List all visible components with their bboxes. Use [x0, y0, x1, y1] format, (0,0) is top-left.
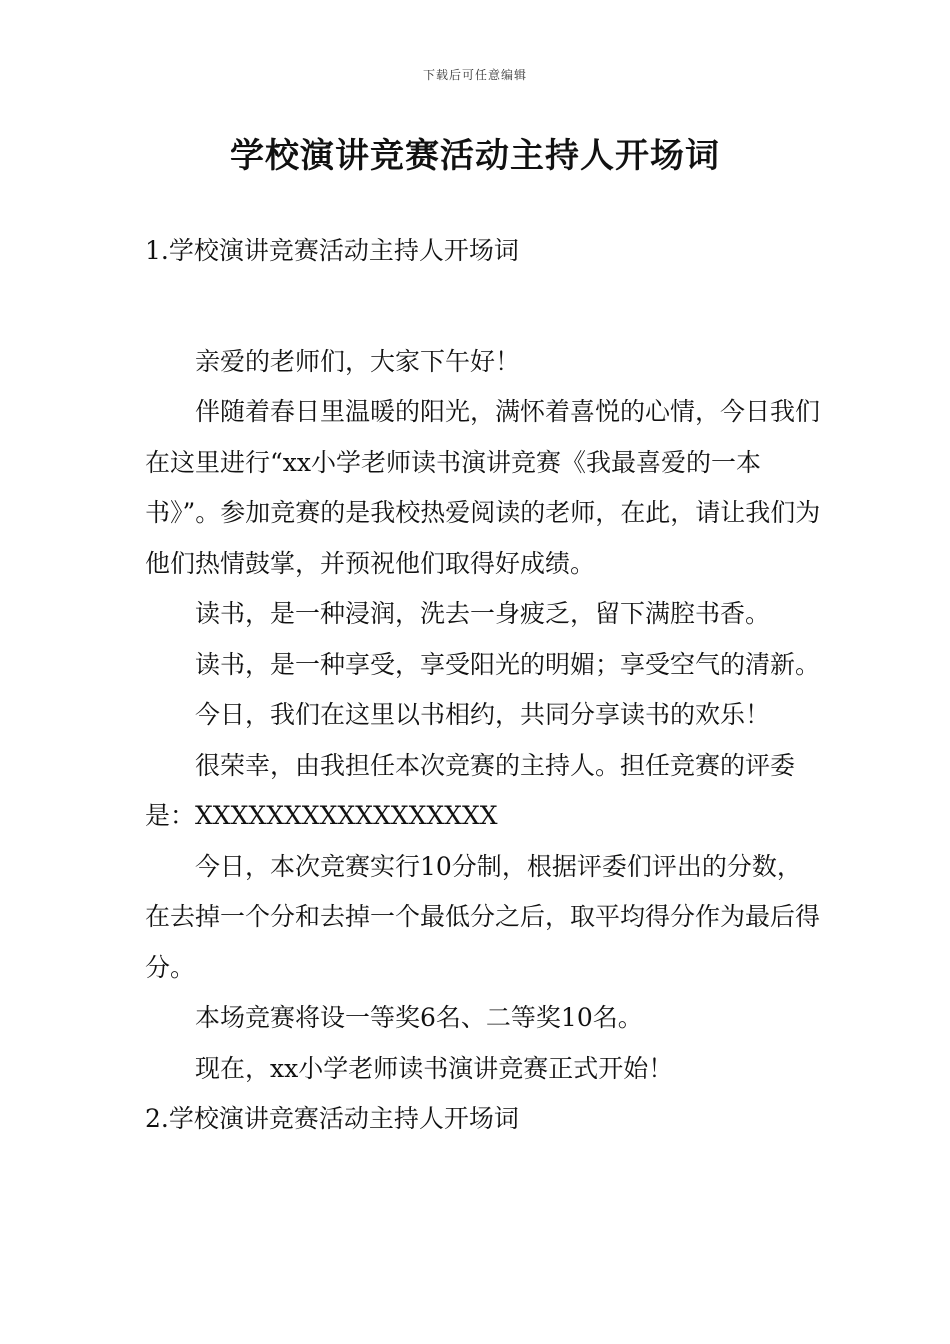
paragraph-scoring: 今日，本次竞赛实行10分制，根据评委们评出的分数，在去掉一个分和去掉一个最低分之后，取平均得分作为最后得分。 [145, 851, 821, 982]
paragraph-reading-2: 读书，是一种享受，享受阳光的明媚；享受空气的清新。 [195, 649, 821, 679]
paragraph-greeting: 亲爱的老师们，大家下午好！ [195, 346, 521, 376]
document-title: 学校演讲竞赛活动主持人开场词 [230, 136, 720, 176]
paragraph-reading-1: 读书，是一种浸润，洗去一身疲乏，留下满腔书香。 [195, 599, 771, 628]
paragraph-today: 今日，我们在这里以书相约，共同分享读书的欢乐！ [195, 700, 771, 729]
paragraph-awards: 本场竞赛将设一等奖6名、二等奖10名。 [195, 1003, 643, 1032]
paragraph-start: 现在，xx小学老师读书演讲竞赛正式开始！ [195, 1053, 674, 1083]
section-heading-1: 1.学校演讲竞赛活动主持人开场词 [145, 236, 519, 265]
section-heading-2: 2.学校演讲竞赛活动主持人开场词 [145, 1104, 519, 1133]
paragraph-judges: 很荣幸，由我担任本次竞赛的主持人。担任竞赛的评委是：XXXXXXXXXXXXXXXXX [145, 750, 796, 830]
document-body [145, 226, 825, 1145]
paragraph-intro: 伴随着春日里温暖的阳光，满怀着喜悦的心情，今日我们在这里进行“xx小学老师读书演讲竞赛《我最喜爱的一本书》”。参加竞赛的是我校热爱阅读的老师，在此，请让我们为他们热情鼓掌，并预祝他们取得好成绩。 [145, 397, 821, 578]
header-note: 下载后可任意编辑 [422, 68, 527, 82]
section-gap [145, 277, 825, 337]
